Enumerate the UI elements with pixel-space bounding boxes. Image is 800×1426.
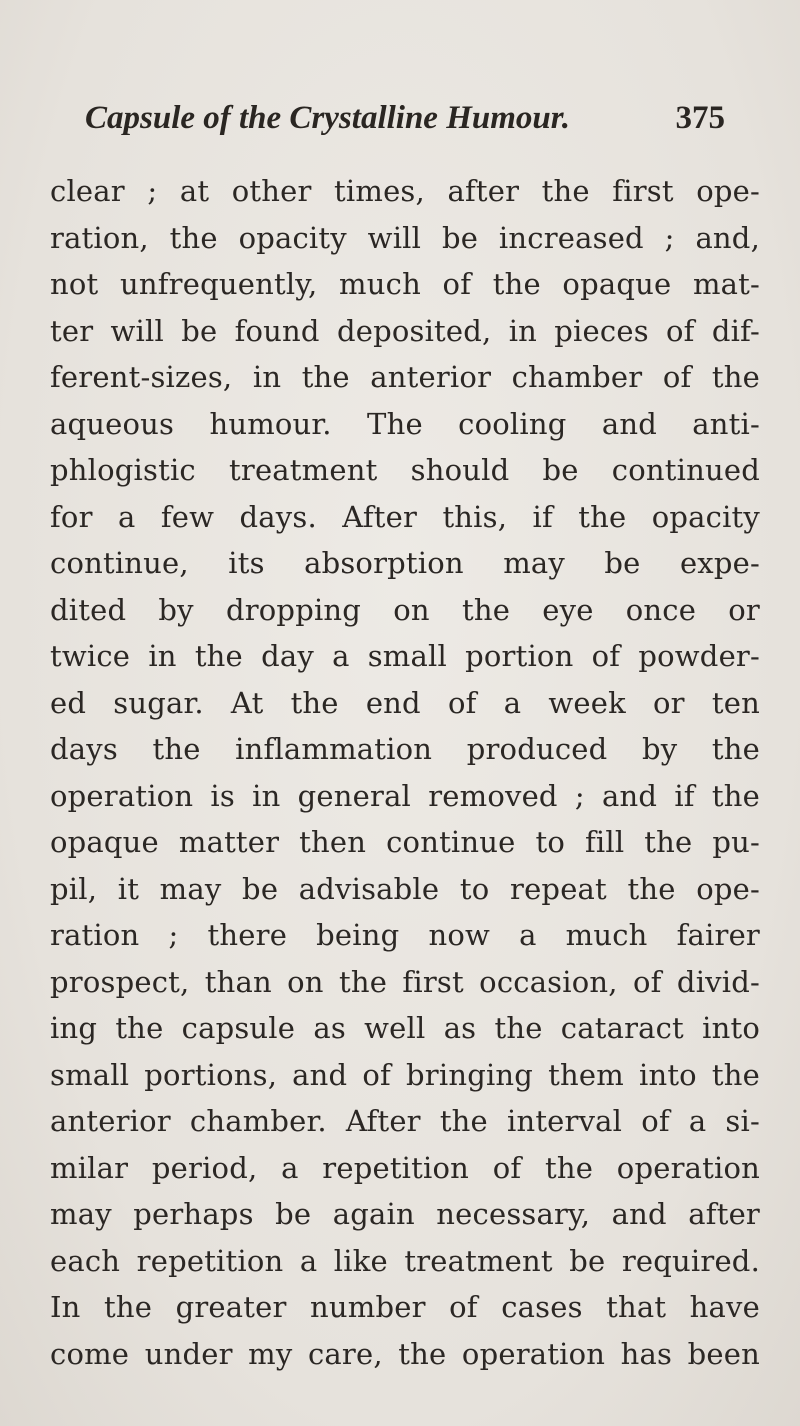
text-line: come under my care, the operation has been [50,1336,760,1371]
text-line: may perhaps be again necessary, and after [50,1197,760,1231]
text-line: not unfrequently, much of the opaque mat- [50,267,760,301]
text-line: phlogistic treatment should be continued [50,453,760,487]
text-line: dited by dropping on the eye once or [50,592,760,627]
text-line: ration, the opacity will be increased ; and, [50,220,760,255]
running-title: Capsule of the Crystalline Humour. [85,100,571,136]
text-line: In the greater number of cases that have [50,1290,760,1324]
text-line: anterior chamber. After the interval of a si- [50,1104,760,1138]
text-line: ing the capsule as well as the cataract into [50,1011,760,1045]
text-line: prospect, than on the first occasion, of divid- [50,964,760,999]
text-line: days the inflammation produced by the [50,732,760,766]
text-line: ration ; there being now a much fairer [50,918,760,952]
text-line: operation is in general removed ; and if the [50,778,760,813]
text-line: small portions, and of bringing them into the [50,1057,760,1092]
text-line: milar period, a repetition of the operation [50,1150,760,1185]
text-line: ter will be found deposited, in pieces of dif- [50,313,760,348]
text-line: opaque matter then continue to fill the pu- [50,825,760,859]
text-line: continue, its absorption may be expe- [50,546,760,580]
text-line: aqueous humour. The cooling and anti- [50,406,760,441]
text-line: ed sugar. At the end of a week or ten [50,685,760,720]
text-line: each repetition a like treatment be required. [50,1243,760,1278]
text-line: clear ; at other times, after the first ope- [50,174,760,208]
text-line: twice in the day a small portion of powder- [50,639,760,673]
page-number: 375 [675,100,725,136]
text-line: for a few days. After this, if the opacity [50,499,760,534]
body-text [50,168,760,1377]
text-line: ferent-sizes, in the anterior chamber of the [50,360,760,394]
running-head [85,100,735,156]
text-line: pil, it may be advisable to repeat the ope- [50,871,760,906]
